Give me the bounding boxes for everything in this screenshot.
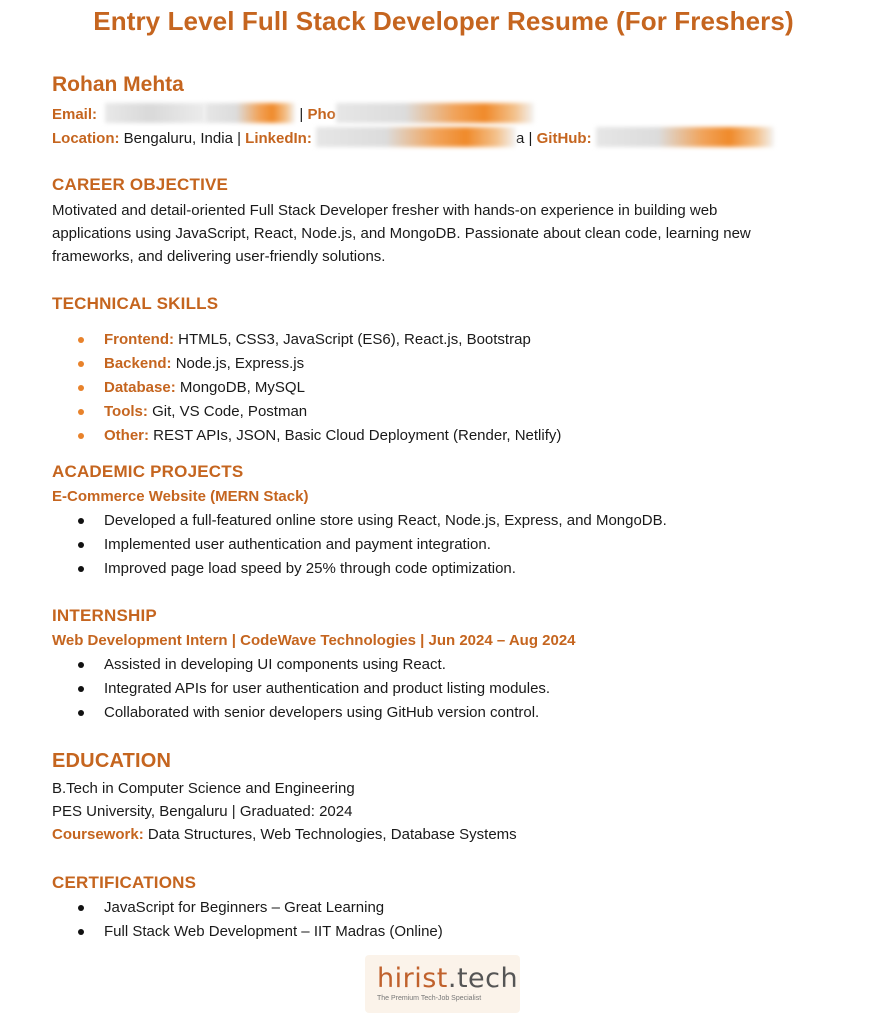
contact-line-1 [52, 103, 534, 123]
linkedin-tail: a [516, 130, 525, 147]
list-item [52, 376, 561, 400]
list-item [52, 701, 550, 725]
bullet-text: Implemented user authentication and payment integration. [104, 536, 491, 553]
skill-label: Backend: [104, 355, 172, 372]
linkedin-redacted [316, 127, 516, 147]
skill-value: Node.js, Express.js [175, 355, 305, 372]
list-item [52, 533, 667, 557]
separator: | [237, 130, 241, 147]
bullet-text: Collaborated with senior developers using GitHub version control. [104, 704, 540, 721]
internship-bullets [52, 653, 550, 725]
bullet-icon [78, 929, 84, 935]
skill-label: Database: [104, 379, 176, 396]
contact-line-2 [52, 127, 774, 147]
coursework-value: Data Structures, Web Technologies, Database Systems [147, 826, 517, 843]
coursework-label: Coursework: [52, 826, 144, 843]
email-redacted-tail [205, 103, 295, 123]
candidate-name: Rohan Mehta [52, 73, 184, 96]
separator: | [528, 130, 533, 147]
location-label: Location: [52, 130, 120, 147]
separator: | [299, 106, 304, 123]
list-item [52, 557, 667, 581]
logo-wordmark [377, 963, 518, 994]
bullet-text: JavaScript for Beginners – Great Learning [104, 899, 385, 916]
skill-value: MongoDB, MySQL [179, 379, 305, 396]
linkedin-label: LinkedIn: [245, 130, 312, 147]
bullet-text: Developed a full-featured online store using React, Node.js, Express, and MongoDB. [104, 512, 667, 529]
bullet-icon [78, 361, 84, 367]
internship-heading: INTERNSHIP [52, 606, 157, 625]
list-item [52, 509, 667, 533]
bullet-icon [78, 518, 84, 524]
skill-label: Other: [104, 427, 149, 444]
list-item [52, 400, 561, 424]
bullet-icon [78, 710, 84, 716]
skill-value: Git, VS Code, Postman [152, 403, 308, 420]
education-coursework [52, 826, 517, 843]
bullet-icon [78, 409, 84, 415]
project-title: E-Commerce Website (MERN Stack) [52, 488, 309, 505]
list-item [52, 896, 443, 920]
skills-heading: TECHNICAL SKILLS [52, 294, 219, 313]
certifications-heading: CERTIFICATIONS [52, 873, 197, 892]
bullet-text: Assisted in developing UI components using React. [104, 656, 446, 673]
location-value: Bengaluru, India [123, 130, 233, 147]
project-bullets [52, 509, 667, 581]
internship-title: Web Development Intern | CodeWave Technologies | Jun 2024 – Aug 2024 [52, 632, 576, 649]
bullet-text: Full Stack Web Development – IIT Madras (Online) [104, 923, 443, 940]
bullet-icon [78, 662, 84, 668]
education-school: PES University, Bengaluru | Graduated: 2024 [52, 803, 353, 820]
list-item [52, 653, 550, 677]
list-item [52, 677, 550, 701]
skills-list [52, 328, 561, 448]
github-redacted [596, 127, 774, 147]
bullet-icon [78, 686, 84, 692]
education-degree: B.Tech in Computer Science and Engineering [52, 780, 355, 797]
email-redacted [105, 103, 205, 123]
list-item [52, 424, 561, 448]
list-item [52, 352, 561, 376]
email-label: Email: [52, 106, 98, 123]
bullet-text: Improved page load speed by 25% through code optimization. [104, 560, 516, 577]
bullet-icon [78, 905, 84, 911]
certification-bullets [52, 896, 443, 944]
career-objective-text: Motivated and detail-oriented Full Stack Developer fresher with hands-on experience in building web applications using JavaScript, React, Node.js, and MongoDB. Passionate about clean code, learning new frameworks, and delivering user-friendly solutions. [52, 202, 751, 265]
logo-word-part2: .tech [447, 963, 519, 994]
projects-heading: ACADEMIC PROJECTS [52, 462, 244, 481]
bullet-icon [78, 337, 84, 343]
career-objective-heading: CAREER OBJECTIVE [52, 175, 229, 194]
skill-value: HTML5, CSS3, JavaScript (ES6), React.js, Bootstrap [178, 331, 531, 348]
phone-redacted [336, 103, 534, 123]
list-item [52, 920, 443, 944]
list-item [52, 328, 561, 352]
github-label: GitHub: [536, 130, 592, 147]
hirist-logo [365, 955, 520, 1013]
bullet-icon [78, 566, 84, 572]
bullet-text: Integrated APIs for user authentication and product listing modules. [104, 680, 551, 697]
skill-label: Tools: [104, 403, 148, 420]
skill-value: REST APIs, JSON, Basic Cloud Deployment (Render, Netlify) [153, 427, 562, 444]
bullet-icon [78, 542, 84, 548]
phone-label: Pho [307, 106, 336, 123]
bullet-icon [78, 385, 84, 391]
document-title: Entry Level Full Stack Developer Resume (For Freshers) [93, 6, 794, 36]
logo-word-part1: hirist [377, 963, 448, 994]
education-heading: EDUCATION [52, 750, 172, 772]
bullet-icon [78, 433, 84, 439]
logo-tagline: The Premium Tech-Job Specialist [377, 995, 482, 1002]
skill-label: Frontend: [104, 331, 174, 348]
